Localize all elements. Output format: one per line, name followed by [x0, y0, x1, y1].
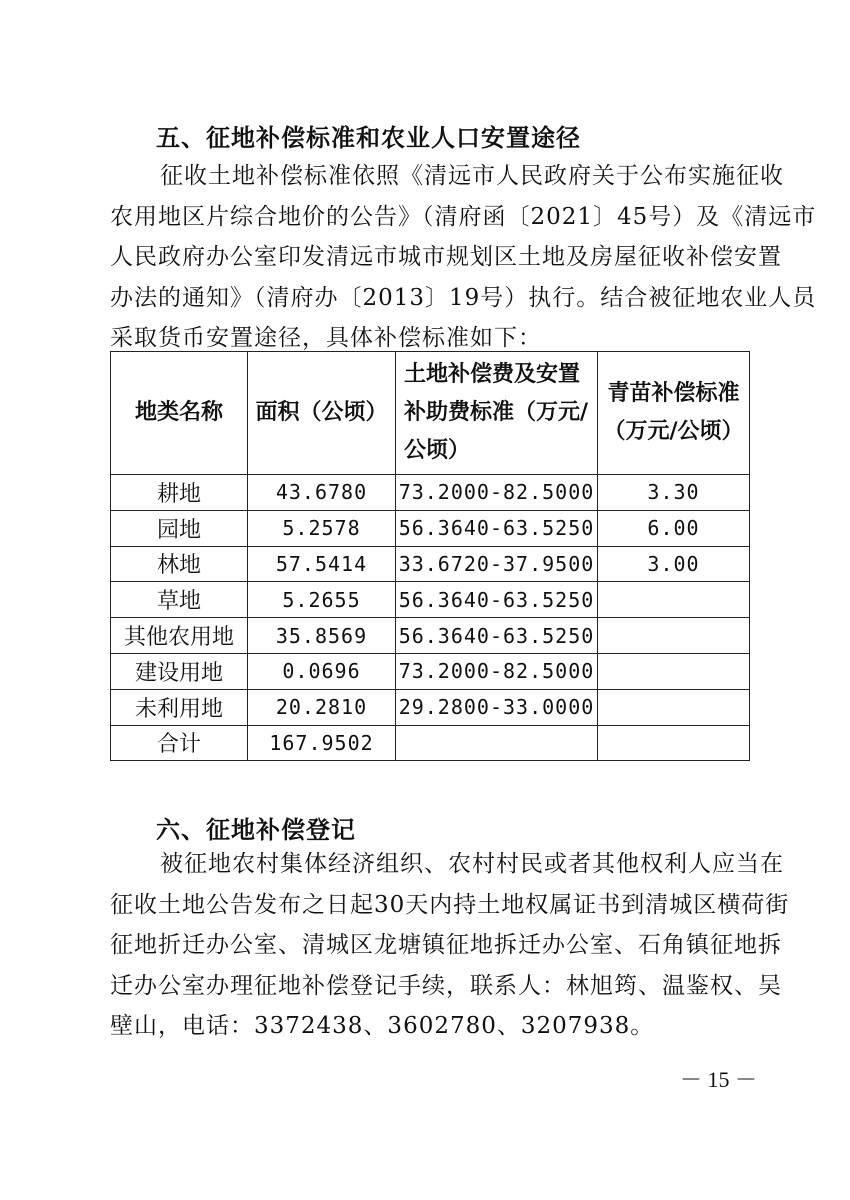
cell-land-compensation: 56.3640-63.5250 [396, 510, 598, 546]
cell-area: 0.0696 [248, 653, 396, 689]
header-crop-compensation-line: 青苗补偿标准 [607, 381, 740, 406]
section-6-paragraph [110, 844, 790, 1047]
cell-land-type: 合计 [111, 725, 248, 761]
table-row [111, 475, 750, 511]
header-area: 面积（公顷） [248, 352, 396, 475]
cell-crop-compensation [598, 582, 750, 618]
section-5-heading: 五、征地补偿标准和农业人口安置途径 [156, 124, 581, 152]
paragraph-line: 征收土地补偿标准依照《清远市人民政府关于公布实施征收 [160, 163, 784, 189]
table-row [111, 653, 750, 689]
paragraph-line: 征收土地公告发布之日起30天内持土地权属证书到清城区横荷街 [110, 891, 790, 918]
cell-land-compensation: 73.2000-82.5000 [396, 653, 598, 689]
cell-land-type: 林地 [111, 546, 248, 582]
paragraph-line: 人民政府办公室印发清远市城市规划区土地及房屋征收补偿安置 [110, 244, 782, 271]
cell-land-compensation [396, 725, 598, 761]
cell-area: 167.9502 [248, 725, 396, 761]
paragraph-line: 壁山，电话：3372438、3602780、3207938。 [110, 1013, 655, 1040]
paragraph-line: 被征地农村集体经济组织、农村村民或者其他权利人应当在 [160, 851, 784, 877]
cell-land-type: 建设用地 [111, 653, 248, 689]
cell-crop-compensation: 3.00 [598, 546, 750, 582]
cell-land-compensation: 56.3640-63.5250 [396, 618, 598, 654]
header-crop-compensation [598, 352, 750, 475]
table-row [111, 618, 750, 654]
header-land-compensation-line: 公顷） [404, 438, 471, 463]
cell-crop-compensation: 6.00 [598, 510, 750, 546]
table-row [111, 689, 750, 725]
cell-area: 20.2810 [248, 689, 396, 725]
header-crop-compensation-line: （万元/公顷） [603, 419, 744, 444]
cell-crop-compensation [598, 653, 750, 689]
cell-land-compensation: 33.6720-37.9500 [396, 546, 598, 582]
header-land-compensation-line: 补助费标准（万元/ [404, 400, 589, 425]
cell-land-compensation: 73.2000-82.5000 [396, 475, 598, 511]
header-land-compensation-line: 土地补偿费及安置 [404, 362, 581, 387]
cell-land-type: 耕地 [111, 475, 248, 511]
cell-crop-compensation [598, 618, 750, 654]
cell-land-type: 园地 [111, 510, 248, 546]
header-land-compensation [396, 352, 598, 475]
paragraph-line: 征地折迁办公室、清城区龙塘镇征地拆迁办公室、石角镇征地拆 [110, 932, 782, 959]
compensation-table [110, 351, 750, 761]
cell-crop-compensation [598, 725, 750, 761]
cell-area: 57.5414 [248, 546, 396, 582]
cell-area: 43.6780 [248, 475, 396, 511]
table-row [111, 546, 750, 582]
table-header-row [111, 352, 750, 475]
cell-area: 5.2655 [248, 582, 396, 618]
section-6-heading: 六、征地补偿登记 [156, 816, 356, 844]
header-land-type: 地类名称 [111, 352, 248, 475]
table-total-row [111, 725, 750, 761]
cell-area: 35.8569 [248, 618, 396, 654]
paragraph-line: 农用地区片综合地价的公告》（清府函〔2021〕45号）及《清远市 [110, 203, 817, 230]
cell-crop-compensation [598, 689, 750, 725]
cell-land-type: 其他农用地 [111, 618, 248, 654]
cell-land-compensation: 56.3640-63.5250 [396, 582, 598, 618]
cell-area: 5.2578 [248, 510, 396, 546]
cell-land-compensation: 29.2800-33.0000 [396, 689, 598, 725]
cell-land-type: 未利用地 [111, 689, 248, 725]
cell-land-type: 草地 [111, 582, 248, 618]
section-5-paragraph [110, 156, 817, 359]
page-number: － 15 － [680, 1067, 758, 1092]
paragraph-line: 采取货币安置途径，具体补偿标准如下： [110, 325, 542, 352]
cell-crop-compensation: 3.30 [598, 475, 750, 511]
paragraph-line: 迁办公室办理征地补偿登记手续，联系人：林旭筠、温鉴权、吴 [110, 972, 782, 999]
table-row [111, 510, 750, 546]
table-row [111, 582, 750, 618]
paragraph-line: 办法的通知》（清府办〔2013〕19号）执行。结合被征地农业人员 [110, 284, 817, 311]
